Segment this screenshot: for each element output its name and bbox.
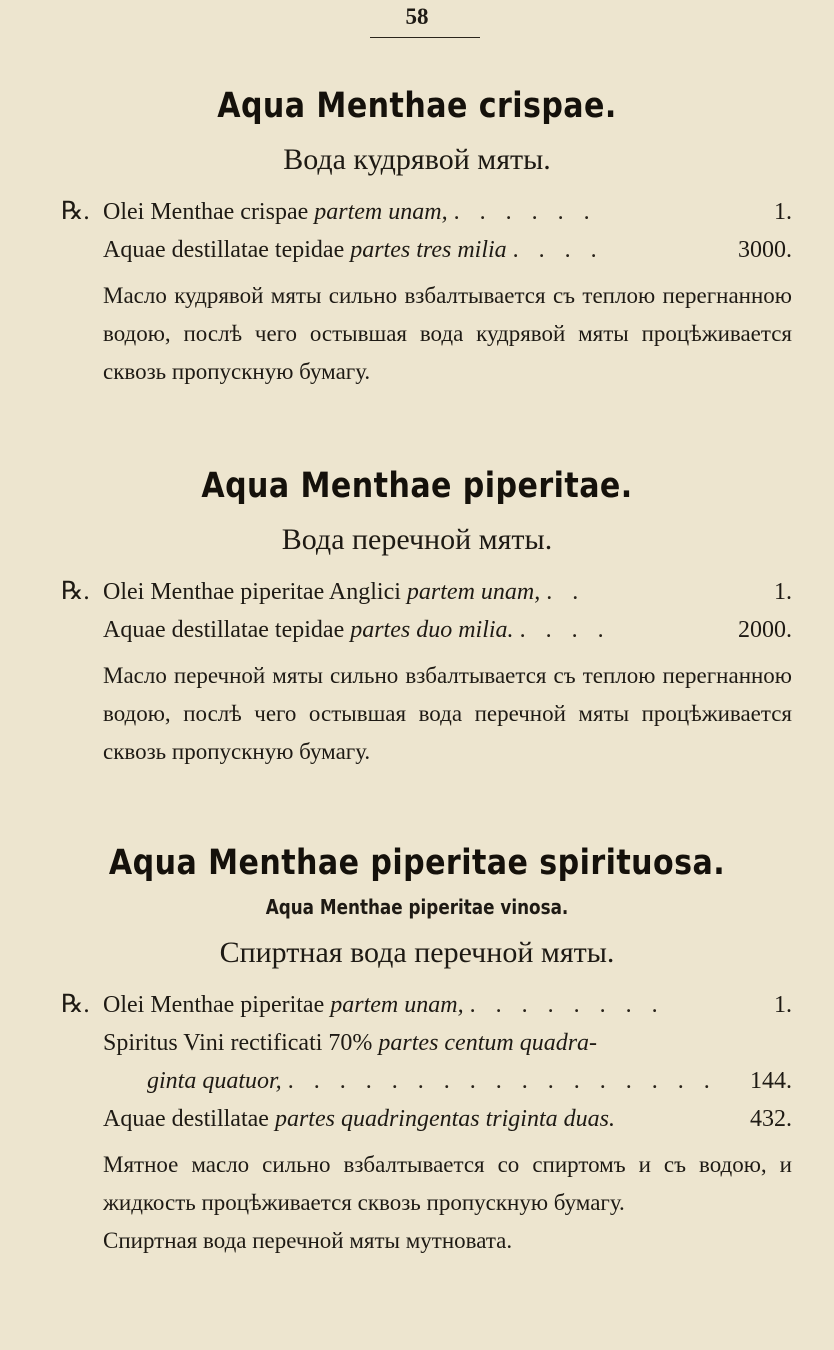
ingredient-name: Aquae destillatae tepidae	[103, 617, 351, 643]
ingredient-name: Olei Menthae piperitae Anglici	[103, 579, 407, 605]
ingredient-name: Aquae destillatae tepidae	[103, 237, 351, 263]
recipe-ingredient	[103, 986, 665, 1024]
ingredient-amount: 432.	[750, 1106, 792, 1132]
russian-title: Спиртная вода перечной мяты.	[219, 936, 615, 969]
leader-dots: . . . . . .	[453, 199, 597, 225]
leader-dots: . .	[546, 579, 586, 605]
recipe-ingredient	[103, 193, 597, 231]
section-aqua-menthae-piperitae-spirituosa	[0, 840, 834, 1260]
recipe-ingredient-continuation	[147, 1062, 717, 1100]
latin-title: Aqua Menthae crispae.	[217, 86, 617, 126]
ingredient-amount: 1.	[774, 579, 792, 605]
recipe	[0, 573, 834, 649]
recipe	[0, 193, 834, 269]
leader-dots: . . . . . . . . . . . . . . . . .	[287, 1068, 717, 1094]
ingredient-name: Olei Menthae crispae	[103, 199, 315, 225]
recipe-ingredient	[103, 1100, 615, 1138]
page-number-rule	[370, 37, 480, 38]
leader-dots: . . . .	[512, 237, 604, 263]
ingredient-quantity-words: partes centum quadra-	[378, 1030, 598, 1056]
russian-title: Вода кудрявой мяты.	[283, 143, 551, 176]
note: Спиртная вода перечной мяты мутновата.	[103, 1228, 513, 1253]
recipe-line	[0, 573, 834, 611]
recipe-line	[0, 1062, 834, 1100]
description-block	[103, 1146, 792, 1260]
recipe-line	[0, 986, 834, 1024]
section-aqua-menthae-crispae	[0, 83, 834, 391]
recipe-ingredient	[103, 611, 611, 649]
ingredient-quantity-words: partes quadringentas triginta duas.	[274, 1106, 615, 1132]
ingredient-quantity-words: partem unam,	[406, 579, 541, 605]
recipe-symbol: ℞.	[61, 578, 90, 605]
page-number: 58	[405, 4, 429, 29]
recipe-symbol: ℞.	[61, 198, 90, 225]
recipe-ingredient	[103, 231, 604, 269]
description: Масло перечной мяты сильно взбалтывается съ теплою перегнанною водою, послѣ чего остывшая вода перечной мяты процѣживается сквозь пропускную бумагу.	[103, 663, 792, 764]
russian-title: Вода перечной мяты.	[281, 523, 553, 556]
ingredient-quantity-words: partes tres milia	[350, 237, 507, 263]
section-aqua-menthae-piperitae	[0, 463, 834, 771]
recipe-symbol: ℞.	[61, 991, 90, 1018]
ingredient-quantity-words: partes duo milia.	[350, 617, 514, 643]
recipe-line	[0, 1100, 834, 1138]
recipe-line	[0, 193, 834, 231]
latin-subtitle: Aqua Menthae piperitae vinosa.	[265, 895, 569, 919]
recipe-ingredient	[103, 573, 585, 611]
recipe-ingredient	[103, 1024, 597, 1062]
recipe-line	[0, 1024, 834, 1062]
ingredient-name: Olei Menthae piperitae	[103, 992, 331, 1018]
ingredient-quantity-words: partem unam,	[330, 992, 464, 1018]
description: Мятное масло сильно взбалтывается со спиртомъ и съ водою, и жидкость процѣживается сквозь пропускную бумагу.	[103, 1152, 792, 1215]
description: Масло кудрявой мяты сильно взбалтывается съ теплою перегнанною водою, послѣ чего остывшая вода кудрявой мяты процѣживается сквозь пропускную бумагу.	[103, 283, 792, 384]
recipe	[0, 986, 834, 1138]
ingredient-quantity-words: partem unam,	[314, 199, 448, 225]
recipe-line	[0, 231, 834, 269]
ingredient-quantity-words: ginta quatuor,	[147, 1068, 282, 1094]
latin-title: Aqua Menthae piperitae.	[201, 466, 633, 506]
ingredient-name: Spiritus Vini rectificati 70%	[103, 1030, 379, 1056]
leader-dots: . . . . . . . .	[469, 992, 665, 1018]
leader-dots: . . . .	[519, 617, 611, 643]
ingredient-amount: 2000.	[738, 617, 792, 643]
recipe-line	[0, 611, 834, 649]
ingredient-amount: 1.	[774, 992, 792, 1018]
ingredient-amount: 144.	[750, 1068, 792, 1094]
ingredient-amount: 1.	[774, 199, 792, 225]
latin-title: Aqua Menthae piperitae spirituosa.	[108, 843, 726, 883]
ingredient-name: Aquae destillatae	[103, 1106, 275, 1132]
ingredient-amount: 3000.	[738, 237, 792, 263]
